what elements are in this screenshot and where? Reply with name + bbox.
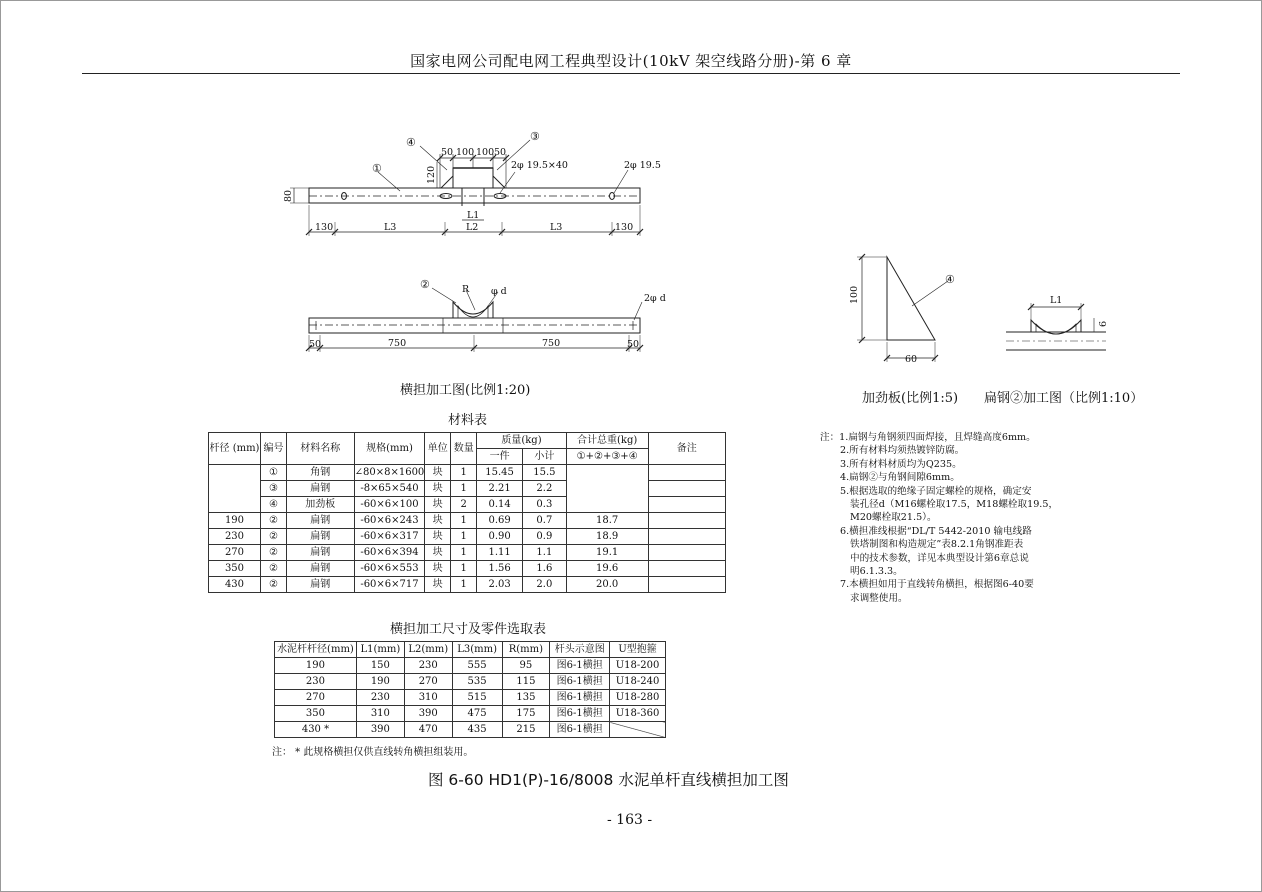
flat-steel-3-outline (453, 168, 493, 188)
table-row: 430 * 390 470 435 215 图6-1横担 (275, 722, 666, 738)
figure-title: 图 6-60 HD1(P)-16/8008 水泥单杆直线横担加工图 (428, 771, 789, 789)
stiffener-dim-60: 60 (905, 354, 918, 365)
dim-top-50a: 50 (441, 147, 454, 158)
dim-750b: 750 (542, 338, 561, 349)
note-line: 3.所有材料材质均为Q235。 (840, 458, 962, 470)
dim-750a: 750 (388, 338, 407, 349)
table-row: 190 ② 扁钢 -60×6×243 块 1 0.69 0.7 18.7 (209, 513, 726, 529)
note-line: 6.横担准线根据“DL/T 5442-2010 输电线路 (840, 525, 1032, 537)
th-pole-head: 杆头示意图 (550, 642, 610, 658)
note-line: 7.本横担如用于直线转角横担，根据图6-40要 (840, 579, 1034, 591)
dim-50b: 50 (627, 339, 640, 350)
th-qty: 数量 (451, 433, 477, 465)
th-weight: 质量(kg) (477, 433, 567, 449)
stiffener-plate (887, 257, 935, 340)
dim-l1: L1 (467, 210, 480, 221)
page-number: - 163 - (607, 812, 653, 828)
table-row: 270 ② 扁钢 -60×6×394 块 1 1.11 1.1 19.1 (209, 545, 726, 561)
crossarm-top-drawing (270, 125, 690, 245)
hole-2phi-d: 2φ d (644, 293, 666, 304)
th-l3: L3(mm) (452, 642, 502, 658)
th-total-formula: ①+②+③+④ (566, 449, 648, 465)
dim-120: 120 (426, 165, 437, 184)
th-subtotal: 小计 (523, 449, 567, 465)
table-row: 270 230 310 515 135 图6-1横担 U18-280 (275, 690, 666, 706)
th-l1: L1(mm) (356, 642, 404, 658)
th-remark: 备注 (648, 433, 725, 465)
callout-4: ④ (406, 136, 416, 149)
flat-dim-6: 6 (1098, 320, 1109, 327)
header-title: 国家电网公司配电网工程典型设计(10kV 架空线路分册)-第 6 章 (410, 52, 852, 70)
th-diameter: 杆径 (mm) (209, 433, 261, 465)
table-row: ③ 扁钢 -8×65×540 块 1 2.21 2.2 (209, 481, 726, 497)
th-l2: L2(mm) (404, 642, 452, 658)
dim-bottom-l3b: L3 (550, 222, 563, 233)
table-row: 230 190 270 535 115 图6-1横担 U18-240 (275, 674, 666, 690)
selection-table (274, 641, 666, 738)
phi-d-label: φ d (491, 286, 507, 297)
table-row: 350 310 390 475 175 图6-1横担 U18-360 (275, 706, 666, 722)
callout-1: ① (372, 162, 382, 175)
note-line: 注：1.扁钢与角钢须四面焊接，且焊缝高度6mm。 (820, 432, 1036, 443)
caption-flat-steel: 扁钢②加工图（比例1:10） (984, 391, 1144, 406)
dim-50a: 50 (309, 339, 322, 350)
table-row: 190 150 230 555 95 图6-1横担 U18-200 (275, 658, 666, 674)
th-each: 一件 (477, 449, 523, 465)
header-rule (82, 73, 1180, 74)
notes-block (820, 431, 1058, 605)
stiffener-and-flat-drawing (840, 245, 1140, 375)
note-line: M20螺栓取21.5）。 (850, 512, 937, 524)
th-r: R(mm) (502, 642, 550, 658)
crossarm-elevation-drawing (290, 272, 666, 360)
selection-note: 注： * 此规格横担仅供直线转角横担组装用。 (272, 747, 474, 758)
note-line: 中的技术参数，详见本典型设计第6章总说 (850, 552, 1029, 564)
materials-table (208, 432, 726, 593)
caption-stiffener: 加劲板(比例1:5) (862, 391, 959, 406)
callout-3: ③ (530, 130, 540, 143)
note-line: 铁塔制图和构造规定”表8.2.1角钢准距表 (850, 539, 1024, 551)
stiffener-dim-100: 100 (849, 285, 860, 304)
dim-bottom-130a: 130 (315, 222, 334, 233)
callout-4-stiffener: ④ (945, 273, 955, 286)
hole-right-label: 2φ 19.5 (624, 160, 661, 171)
note-line: 4.扁钢②与角钢间隙6mm。 (840, 472, 960, 484)
note-line: 5.根据选取的绝缘子固定螺栓的规格，确定安 (840, 485, 1032, 497)
dim-80: 80 (283, 189, 294, 202)
th-u-hoop: U型抱箍 (610, 642, 666, 658)
r-label: R (462, 284, 470, 295)
th-no: 编号 (260, 433, 286, 465)
th-spec: 规格(mm) (354, 433, 425, 465)
th-pole-diameter: 水泥杆杆径(mm) (275, 642, 357, 658)
table-row: ④ 加劲板 -60×6×100 块 2 0.14 0.3 (209, 497, 726, 513)
selection-title: 横担加工尺寸及零件选取表 (390, 622, 547, 637)
dim-bottom-l3a: L3 (384, 222, 397, 233)
angle-steel-outline (309, 188, 640, 203)
dim-bottom-130b: 130 (615, 222, 634, 233)
dim-top-50b: 50 (494, 147, 507, 158)
table-row: 430 ② 扁钢 -60×6×717 块 1 2.03 2.0 20.0 (209, 577, 726, 593)
hole-mid-label: 2φ 19.5×40 (511, 160, 568, 171)
note-line: 装孔径d（M16螺栓取17.5，M18螺栓取19.5， (850, 499, 1059, 511)
angle-steel-elevation (309, 318, 640, 333)
callout-2: ② (420, 278, 430, 291)
table-row: 230 ② 扁钢 -60×6×317 块 1 0.90 0.9 18.9 (209, 529, 726, 545)
flat-dim-l1: L1 (1050, 295, 1063, 306)
caption-main: 横担加工图(比例1:20) (400, 383, 531, 398)
note-line: 求调整使用。 (850, 592, 908, 604)
dim-bottom-l2: L2 (466, 222, 479, 233)
dim-top-100a: 100 (456, 147, 475, 158)
table-row: 350 ② 扁钢 -60×6×553 块 1 1.56 1.6 19.6 (209, 561, 726, 577)
th-total: 合计总重(kg) (566, 433, 648, 449)
dim-top-100b: 100 (476, 147, 495, 158)
flat-steel-2-saddle (453, 302, 493, 318)
diagonal-empty-cell (610, 722, 666, 738)
th-unit: 单位 (425, 433, 451, 465)
note-line: 2.所有材料均须热镀锌防腐。 (840, 445, 965, 457)
table-row: ① 角钢 ∠80×8×1600 块 1 15.45 15.5 (209, 465, 726, 481)
th-name: 材料名称 (286, 433, 354, 465)
note-line: 明6.1.3.3。 (850, 566, 903, 578)
materials-title: 材料表 (448, 413, 488, 428)
